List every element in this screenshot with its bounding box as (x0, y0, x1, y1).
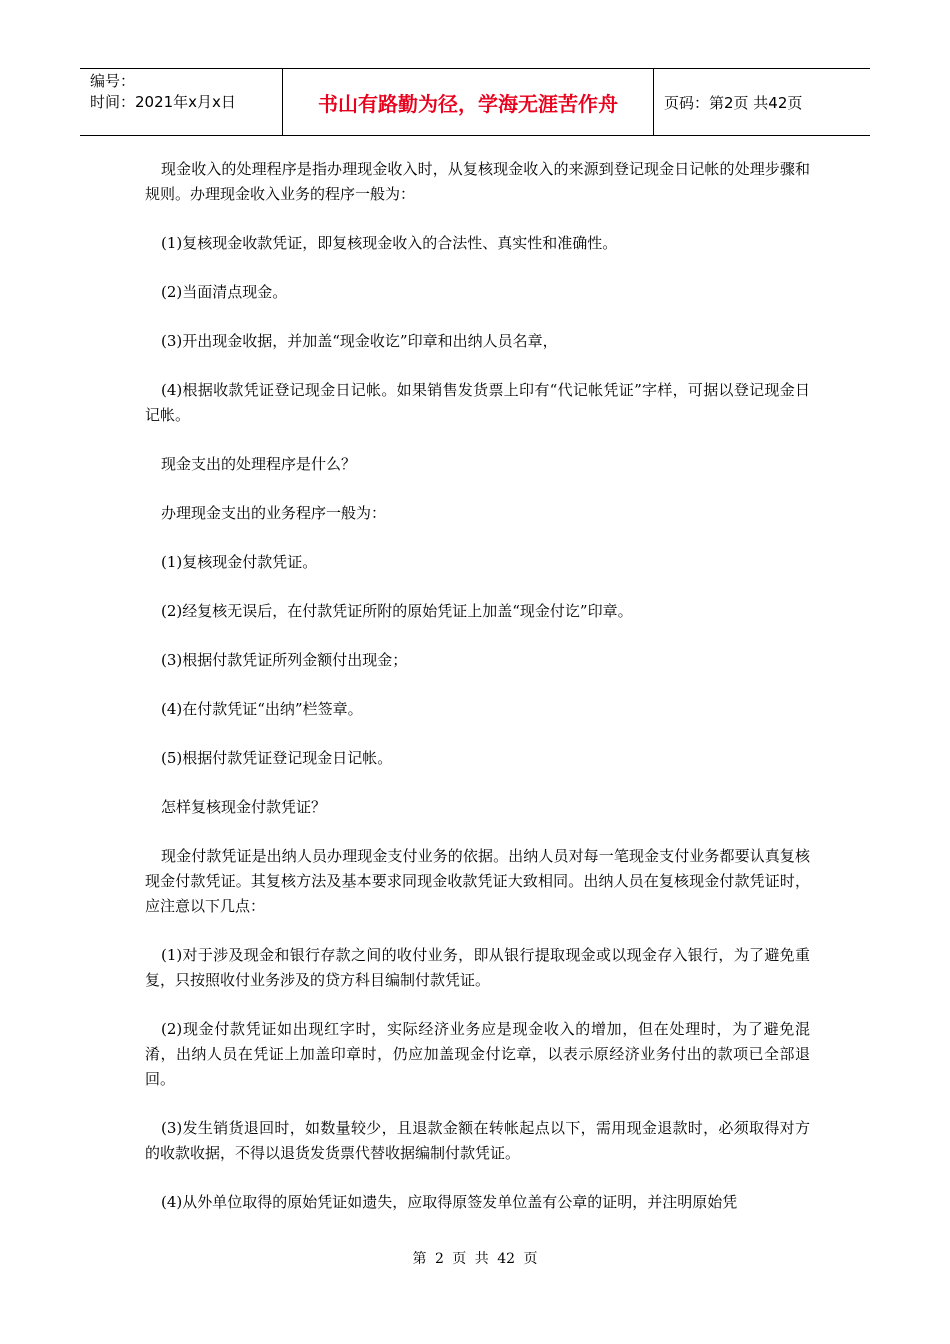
paragraph: (3)根据付款凭证所列金额付出现金； (161, 651, 408, 669)
paragraph: (4)从外单位取得的原始凭证如遗失，应取得原签发单位盖有公章的证明，并注明原始凭 (161, 1193, 738, 1211)
document-body (145, 157, 810, 1239)
paragraph: 现金付款凭证是出纳人员办理现金支付业务的依据。出纳人员对每一笔现金支付业务都要认真复核现金付款凭证。其复核方法及基本要求同现金收款凭证大致相同。出纳人员在复核现金付款凭证时，应注意以下几点： (145, 847, 810, 915)
paragraph: (5)根据付款凭证登记现金日记帐。 (161, 749, 393, 767)
number-label: 编号： (90, 72, 136, 90)
page-footer: 第 2 页 共 42 页 (412, 1251, 538, 1267)
paragraph: (1)复核现金收款凭证，即复核现金收入的合法性、真实性和准确性。 (161, 234, 618, 252)
paragraph: (1)对于涉及现金和银行存款之间的收付业务，即从银行提取现金或以现金存入银行，为了避免重复，只按照收付业务涉及的贷方科目编制付款凭证。 (145, 946, 810, 989)
paragraph: (3)发生销货退回时，如数量较少，且退款金额在转帐起点以下，需用现金退款时，必须取得对方的收款收据，不得以退货发货票代替收据编制付款凭证。 (145, 1119, 810, 1162)
paragraph: (2)当面清点现金。 (161, 283, 288, 301)
paragraph: (2)经复核无误后，在付款凭证所附的原始凭证上加盖“现金付讫”印章。 (161, 602, 633, 620)
paragraph: (1)复核现金付款凭证。 (161, 553, 318, 571)
paragraph: 现金支出的处理程序是什么？ (161, 455, 357, 473)
paragraph: (2)现金付款凭证如出现红字时，实际经济业务应是现金收入的增加，但在处理时，为了避免混淆，出纳人员在凭证上加盖印章时，仍应加盖现金付讫章，以表示原经济业务付出的款项已全部退回。 (145, 1020, 810, 1088)
header-page-info: 页码：第2页 共42页 (664, 93, 803, 112)
header-meta (80, 69, 283, 135)
paragraph: (3)开出现金收据，并加盖“现金收讫”印章和出纳人员名章， (161, 332, 558, 350)
header-motto: 书山有路勤为径，学海无涯苦作舟 (283, 69, 654, 135)
paragraph: (4)根据收款凭证登记现金日记帐。如果销售发货票上印有“代记帐凭证”字样，可据以登记现金日记帐。 (145, 381, 810, 424)
time-label: 时间：2021年x月x日 (90, 93, 236, 111)
page-header (80, 68, 870, 136)
paragraph: 办理现金支出的业务程序一般为： (161, 504, 387, 522)
paragraph: 现金收入的处理程序是指办理现金收入时，从复核现金收入的来源到登记现金日记帐的处理步骤和规则。办理现金收入业务的程序一般为： (145, 160, 810, 203)
paragraph: (4)在付款凭证“出纳”栏签章。 (161, 700, 363, 718)
paragraph: 怎样复核现金付款凭证？ (161, 798, 327, 816)
